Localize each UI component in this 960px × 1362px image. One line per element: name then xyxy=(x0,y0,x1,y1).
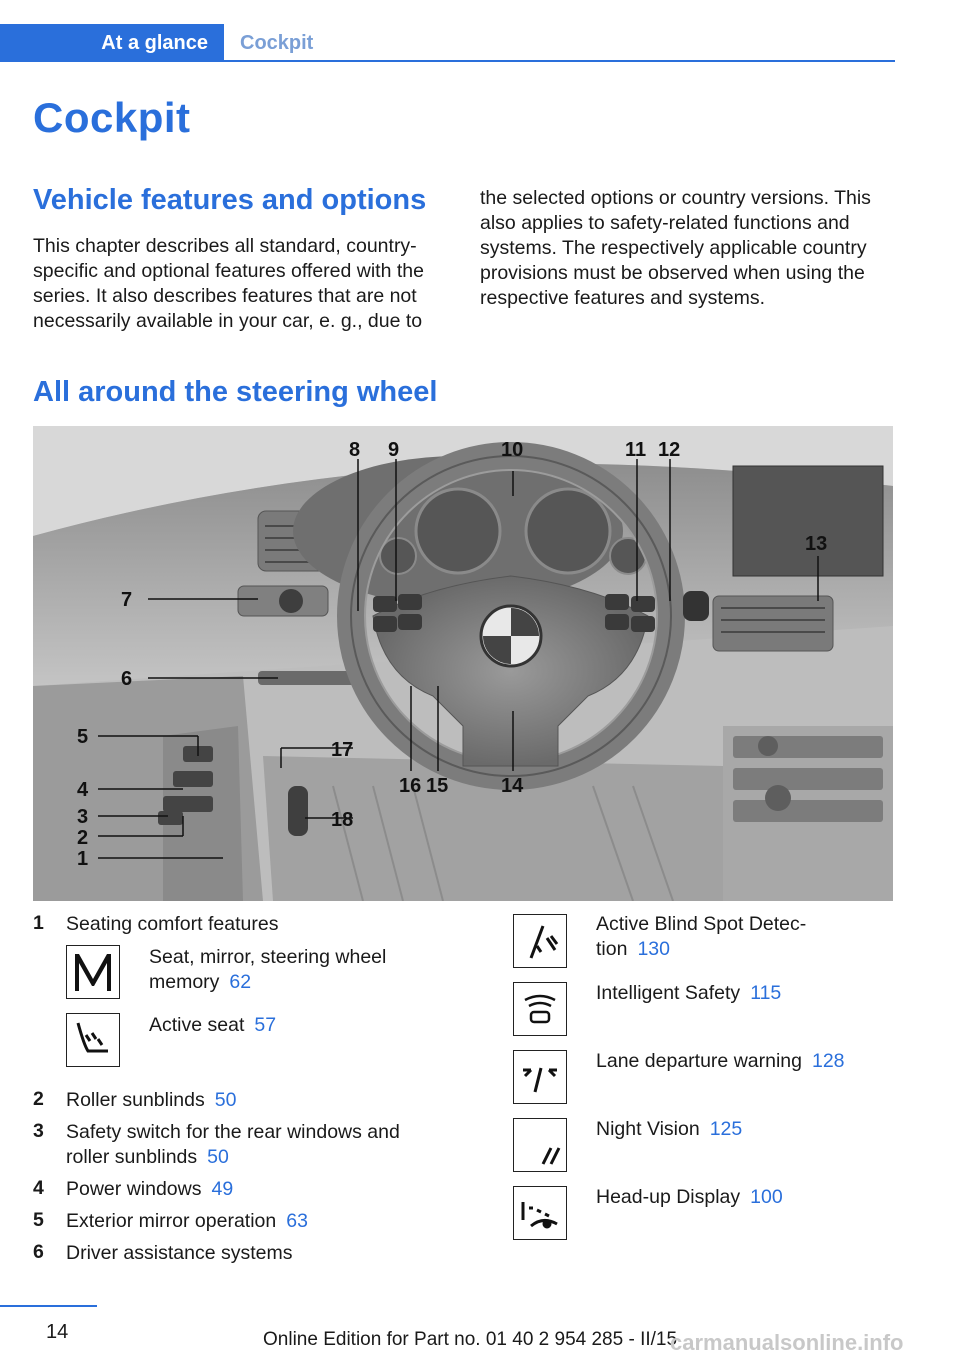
memory-m-icon xyxy=(66,945,120,999)
page-header xyxy=(0,0,895,62)
list-item: Lane departure warning 128 xyxy=(596,1050,845,1072)
tab-at-a-glance[interactable]: At a glance xyxy=(0,24,224,62)
page-ref-link[interactable]: 128 xyxy=(811,1050,845,1072)
page-ref-link[interactable]: 125 xyxy=(709,1118,743,1140)
callout-17: 17 xyxy=(331,739,354,761)
right-vent xyxy=(713,596,833,651)
blind-spot-icon xyxy=(513,914,567,968)
callout-2: 2 xyxy=(77,827,89,849)
page-title: Cockpit xyxy=(33,94,191,141)
callout-1: 1 xyxy=(77,848,89,870)
list-item: Seat, mirror, steering wheel memory 62 xyxy=(149,946,387,993)
list-item: Night Vision 125 xyxy=(596,1118,743,1140)
lane-departure-icon xyxy=(513,1050,567,1104)
page-ref-link[interactable]: 100 xyxy=(750,1186,783,1208)
callout-13: 13 xyxy=(805,533,828,555)
callout-15: 15 xyxy=(426,775,449,797)
intro-paragraph-left: This chapter describes all standard, country-specific and optional features offered with the series. It also describes features that are not necessarily available in your car, e. g., due to xyxy=(33,235,424,332)
callout-4: 4 xyxy=(77,779,89,801)
list-item: Active Blind Spot Detec- tion 130 xyxy=(596,913,807,960)
footer-rule xyxy=(0,1305,97,1307)
list-item: Intelligent Safety 115 xyxy=(596,982,782,1004)
page-ref-link[interactable]: 62 xyxy=(229,971,252,993)
header-rule xyxy=(0,60,895,62)
callout-3: 3 xyxy=(77,806,89,828)
section-title: All around the steering wheel xyxy=(33,376,438,408)
page-number: 14 xyxy=(46,1321,69,1343)
page-ref-link[interactable]: 49 xyxy=(211,1178,234,1200)
callout-7: 7 xyxy=(121,589,133,611)
list-item: Active seat 57 xyxy=(149,1014,277,1036)
central-display xyxy=(733,466,883,576)
intelligent-safety-icon xyxy=(513,982,567,1036)
callout-9: 9 xyxy=(388,439,400,461)
callout-8: 8 xyxy=(349,439,361,461)
callout-10: 10 xyxy=(501,439,524,461)
callout-6: 6 xyxy=(121,668,133,690)
head-up-display-icon xyxy=(513,1186,567,1240)
callout-14: 14 xyxy=(501,775,524,797)
page-ref-link[interactable]: 57 xyxy=(254,1014,277,1036)
callout-5: 5 xyxy=(77,726,89,748)
night-vision-icon xyxy=(513,1118,567,1172)
page-ref-link[interactable]: 63 xyxy=(286,1210,308,1232)
right-feature-list xyxy=(513,912,893,1252)
list-item: Head-up Display 100 xyxy=(596,1186,783,1208)
cockpit-drawing xyxy=(33,426,893,901)
callout-11: 11 xyxy=(625,439,647,461)
left-feature-list: 1 Seating comfort features Seat, mirror, steering wheel memory 62 Active seat 57 2 Roller sunblinds 50 3 Safety switch for the rear windows and roller sunblinds 50 4 Power windows 49 5 Exterior mirror operation 63 6 Driver assistance systems xyxy=(33,912,400,1264)
callout-16: 16 xyxy=(399,775,422,797)
page-ref-link[interactable]: 50 xyxy=(207,1146,229,1168)
page-ref-link[interactable]: 130 xyxy=(637,938,670,960)
intro-paragraph-right: the selected options or country versions. This also applies to safety-related functions and systems. The respectively applicable country provisions must be observed when using the respective features and systems. xyxy=(480,187,871,309)
callout-18: 18 xyxy=(331,809,354,831)
callout-12: 12 xyxy=(658,439,681,461)
edition-note: Online Edition for Part no. 01 40 2 954 285 - II/15 xyxy=(263,1329,678,1350)
page-ref-link[interactable]: 115 xyxy=(750,982,782,1004)
page-ref-link[interactable]: 50 xyxy=(214,1089,237,1111)
active-seat-icon xyxy=(66,1013,120,1067)
watermark: carmanualsonline.info xyxy=(670,1330,904,1355)
tab-cockpit[interactable]: Cockpit xyxy=(240,31,314,54)
cockpit-illustration xyxy=(33,426,893,901)
chapter-subtitle: Vehicle features and options xyxy=(33,184,427,216)
